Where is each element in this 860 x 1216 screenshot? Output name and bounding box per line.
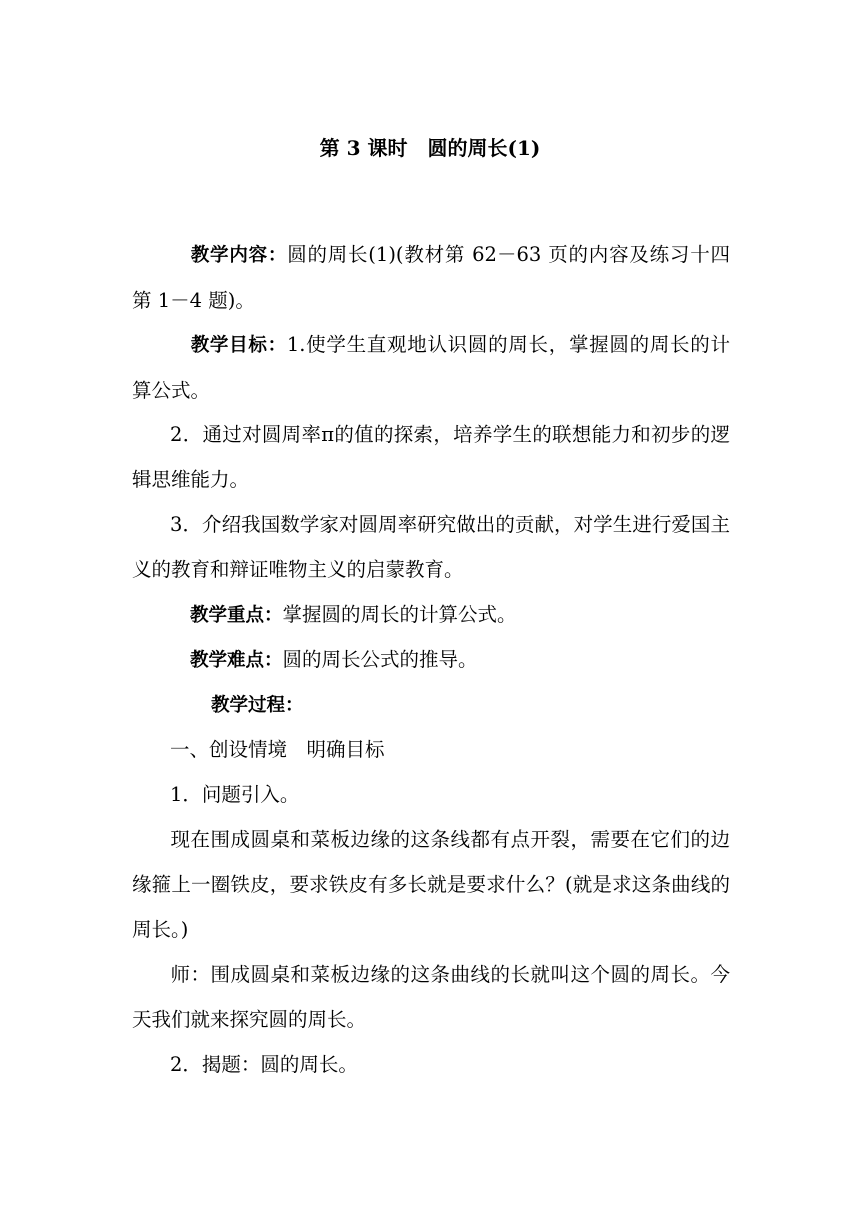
- process-label: 教学过程：: [211, 695, 304, 716]
- step-1-text: 1．问题引入。: [170, 783, 300, 806]
- teaching-content-text: 圆的周长(1)(教材第 62－63 页的内容及练习十四第 1－4 题)。: [132, 243, 730, 312]
- section-1-text: 一、创设情境 明确目标: [170, 738, 385, 761]
- difficulty: [132, 637, 730, 683]
- teaching-goals-label: 教学目标：: [190, 335, 287, 356]
- teaching-goal-1: 1.使学生直观地认识圆的周长，掌握圆的周长的计算公式。: [132, 333, 730, 402]
- step-1: [132, 772, 730, 817]
- teaching-content-label: 教学内容：: [190, 245, 288, 266]
- key-point-label: 教学重点：: [190, 605, 283, 626]
- step-2: [132, 1042, 730, 1087]
- teaching-goal-3: 3．介绍我国数学家对圆周率研究做出的贡献，对学生进行爱国主义的教育和辩证唯物主义的启蒙教育。: [132, 513, 730, 581]
- difficulty-label: 教学难点：: [190, 650, 283, 671]
- process-heading: [132, 682, 730, 728]
- section-1-heading: [132, 727, 730, 772]
- key-point: [132, 592, 730, 638]
- paragraph-1: [132, 817, 730, 952]
- step-2-text: 2．揭题：圆的周长。: [170, 1053, 358, 1076]
- teaching-content: [132, 232, 730, 323]
- paragraph-2: [132, 952, 730, 1042]
- teaching-goal-2: 2．通过对圆周率π的值的探索，培养学生的联想能力和初步的逻辑思维能力。: [132, 423, 730, 491]
- key-point-text: 掌握圆的周长的计算公式。: [282, 603, 517, 626]
- difficulty-text: 圆的周长公式的推导。: [282, 648, 478, 671]
- paragraph-1-text: 现在围成圆桌和菜板边缘的这条线都有点开裂，需要在它们的边缘箍上一圈铁皮，要求铁皮有多长就是要求什么？(就是求这条曲线的周长。): [132, 828, 730, 941]
- teaching-goals: [132, 322, 730, 413]
- teaching-goal-3-paragraph: [132, 502, 730, 592]
- teaching-goal-2-paragraph: [132, 412, 730, 502]
- paragraph-2-text: 师：围成圆桌和菜板边缘的这条曲线的长就叫这个圆的周长。今天我们就来探究圆的周长。: [132, 963, 730, 1031]
- lesson-title: 第 3 课时 圆的周长(1): [319, 136, 541, 160]
